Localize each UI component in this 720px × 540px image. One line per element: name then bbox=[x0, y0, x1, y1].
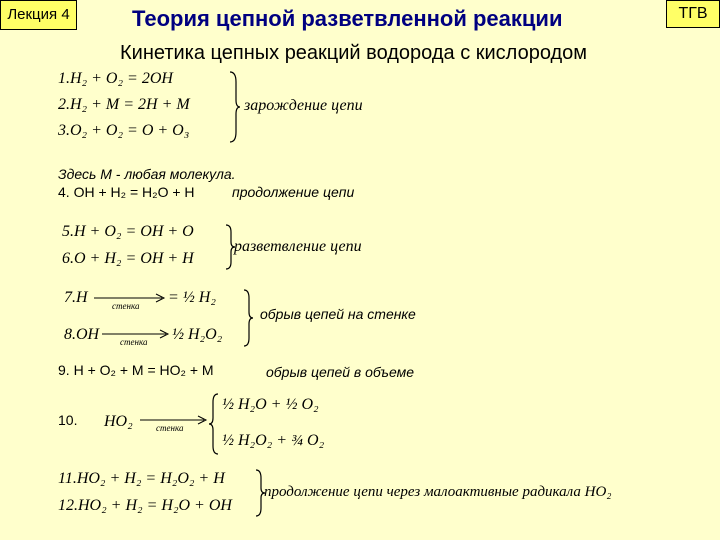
brace-wall bbox=[242, 288, 254, 348]
reaction-11: 11.HO₂ + H₂ = H₂O₂ + H bbox=[58, 470, 225, 487]
reaction-7-result: = ½ H₂ bbox=[168, 289, 216, 306]
reaction-8-number: 8.OH bbox=[64, 326, 100, 343]
reaction-10-products-2: ½ H₂O₂ + ¾ O₂ bbox=[222, 432, 325, 449]
label-initiation: зарождение цепи bbox=[244, 97, 363, 114]
brace-reaction-10 bbox=[208, 392, 220, 456]
reaction-10-number: 10. bbox=[58, 412, 78, 428]
reaction-10-reactant: HO₂ bbox=[104, 413, 133, 430]
reaction-5: 5.H + O₂ = OH + O bbox=[62, 223, 194, 240]
label-low-active: продолжение цепи через малоактивные радикала HO₂ bbox=[264, 484, 612, 500]
reaction-7-number: 7.H bbox=[64, 289, 88, 306]
reaction-10-products-1: ½ H₂O + ½ O₂ bbox=[222, 396, 319, 413]
reaction-12: 12.HO₂ + H₂ = H₂O + OH bbox=[58, 497, 232, 514]
note-m: Здесь М - любая молекула. bbox=[58, 166, 236, 182]
label-branching: разветвление цепи bbox=[234, 238, 362, 255]
reaction-8-arrow-label: стенка bbox=[120, 337, 148, 347]
reaction-1: 1.H₂ + O₂ = 2OH bbox=[58, 70, 173, 87]
course-badge: ТГВ bbox=[666, 0, 720, 28]
reaction-7-arrow-label: стенка bbox=[112, 301, 140, 311]
label-continuation: продолжение цепи bbox=[232, 184, 355, 200]
reaction-2: 2.H₂ + M = 2H + M bbox=[58, 96, 190, 113]
reaction-8-result: ½ H₂O₂ bbox=[172, 326, 223, 343]
reaction-4: 4. OH + H₂ = H₂O + H bbox=[58, 184, 195, 200]
reaction-6: 6.O + H₂ = OH + H bbox=[62, 250, 194, 267]
page-subtitle: Кинетика цепных реакций водорода с кислородом bbox=[120, 42, 588, 64]
label-volume: обрыв цепей в объеме bbox=[266, 364, 415, 380]
page-title: Теория цепной разветвленной реакции bbox=[132, 6, 563, 31]
lecture-label: Лекция 4 bbox=[0, 0, 77, 30]
label-wall: обрыв цепей на стенке bbox=[260, 306, 416, 322]
brace-initiation bbox=[228, 70, 240, 144]
reaction-9: 9. H + O₂ + M = HO₂ + M bbox=[58, 362, 214, 378]
reaction-3: 3.O₂ + O₂ = O + O₃ bbox=[58, 122, 190, 139]
reaction-10-arrow-label: стенка bbox=[156, 423, 184, 433]
